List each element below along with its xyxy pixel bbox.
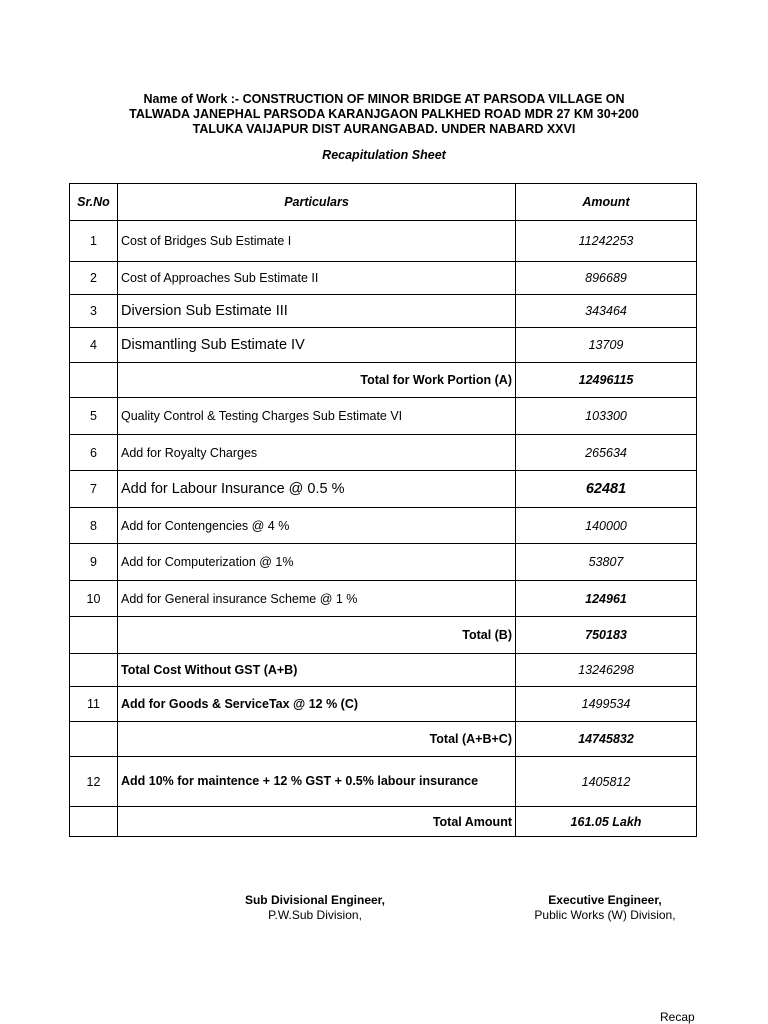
amount-cell: 13709 bbox=[516, 328, 697, 363]
particulars-cell: Cost of Approaches Sub Estimate II bbox=[118, 262, 516, 295]
subtotal-row-b bbox=[70, 617, 697, 654]
signature-office: Public Works (W) Division, bbox=[534, 908, 676, 922]
particulars-cell: Diversion Sub Estimate III bbox=[118, 295, 516, 328]
particulars-cell: Add for Labour Insurance @ 0.5 % bbox=[118, 471, 516, 508]
particulars-cell: Add for General insurance Scheme @ 1 % bbox=[118, 581, 516, 617]
table-row bbox=[70, 221, 697, 262]
signature-block-sub-divisional-engineer bbox=[200, 893, 430, 923]
sr-cell bbox=[70, 363, 118, 398]
table-row bbox=[70, 398, 697, 435]
particulars-cell: Total (A+B+C) bbox=[118, 722, 516, 757]
particulars-cell: Add for Contengencies @ 4 % bbox=[118, 508, 516, 544]
sr-cell bbox=[70, 807, 118, 837]
particulars-cell: Total (B) bbox=[118, 617, 516, 654]
table-row bbox=[70, 581, 697, 617]
work-title-line-2: TALWADA JANEPHAL PARSODA KARANJGAON PALKHED ROAD MDR 27 KM 30+200 bbox=[129, 107, 639, 121]
table-row bbox=[70, 295, 697, 328]
signature-office: P.W.Sub Division, bbox=[268, 908, 362, 922]
particulars-cell: Add for Computerization @ 1% bbox=[118, 544, 516, 581]
particulars-cell: Add for Royalty Charges bbox=[118, 435, 516, 471]
sheet-tag: Recap bbox=[660, 1010, 695, 1024]
work-title-line-3: TALUKA VAIJAPUR DIST AURANGABAD. UNDER NABARD XXVI bbox=[192, 122, 576, 136]
grand-total-row bbox=[70, 807, 697, 837]
particulars-cell: Add for Goods & ServiceTax @ 12 % (C) bbox=[118, 687, 516, 722]
signature-block-executive-engineer bbox=[500, 893, 710, 923]
amount-cell: 124961 bbox=[516, 581, 697, 617]
work-title bbox=[40, 92, 728, 137]
particulars-cell: Dismantling Sub Estimate IV bbox=[118, 328, 516, 363]
particulars-cell: Quality Control & Testing Charges Sub Estimate VI bbox=[118, 398, 516, 435]
table-header-row bbox=[70, 184, 697, 221]
amount-cell: 11242253 bbox=[516, 221, 697, 262]
amount-cell: 14745832 bbox=[516, 722, 697, 757]
particulars-cell: Total for Work Portion (A) bbox=[118, 363, 516, 398]
col-header-srno: Sr.No bbox=[70, 184, 118, 221]
sr-cell: 11 bbox=[70, 687, 118, 722]
table-row bbox=[70, 757, 697, 807]
amount-cell: 161.05 Lakh bbox=[516, 807, 697, 837]
col-header-particulars: Particulars bbox=[118, 184, 516, 221]
sr-cell: 12 bbox=[70, 757, 118, 807]
signature-title: Executive Engineer, bbox=[548, 893, 662, 907]
table-row bbox=[70, 508, 697, 544]
table-row bbox=[70, 435, 697, 471]
sr-cell: 10 bbox=[70, 581, 118, 617]
amount-cell: 750183 bbox=[516, 617, 697, 654]
amount-cell: 53807 bbox=[516, 544, 697, 581]
table-row bbox=[70, 328, 697, 363]
signature-title: Sub Divisional Engineer, bbox=[244, 893, 386, 907]
sr-cell: 7 bbox=[70, 471, 118, 508]
sr-cell: 5 bbox=[70, 398, 118, 435]
sr-cell bbox=[70, 722, 118, 757]
work-title-line-1: Name of Work :- CONSTRUCTION OF MINOR BRIDGE AT PARSODA VILLAGE ON bbox=[143, 92, 625, 106]
amount-cell: 13246298 bbox=[516, 654, 697, 687]
recapitulation-table bbox=[69, 183, 697, 837]
sr-cell bbox=[70, 654, 118, 687]
amount-cell: 896689 bbox=[516, 262, 697, 295]
amount-cell: 265634 bbox=[516, 435, 697, 471]
sr-cell: 9 bbox=[70, 544, 118, 581]
table-row bbox=[70, 262, 697, 295]
sr-cell: 4 bbox=[70, 328, 118, 363]
particulars-cell: Total Cost Without GST (A+B) bbox=[118, 654, 516, 687]
table-row bbox=[70, 471, 697, 508]
sr-cell: 3 bbox=[70, 295, 118, 328]
sr-cell: 8 bbox=[70, 508, 118, 544]
sheet-subtitle: Recapitulation Sheet bbox=[322, 148, 446, 162]
sr-cell: 1 bbox=[70, 221, 118, 262]
amount-cell: 1405812 bbox=[516, 757, 697, 807]
sr-cell: 6 bbox=[70, 435, 118, 471]
total-without-gst-row bbox=[70, 654, 697, 687]
particulars-cell: Cost of Bridges Sub Estimate I bbox=[118, 221, 516, 262]
sr-cell: 2 bbox=[70, 262, 118, 295]
sr-cell bbox=[70, 617, 118, 654]
table-row bbox=[70, 687, 697, 722]
amount-cell: 343464 bbox=[516, 295, 697, 328]
subtotal-row-abc bbox=[70, 722, 697, 757]
amount-cell: 1499534 bbox=[516, 687, 697, 722]
particulars-cell: Total Amount bbox=[118, 807, 516, 837]
col-header-amount: Amount bbox=[516, 184, 697, 221]
subtotal-row-a bbox=[70, 363, 697, 398]
particulars-cell: Add 10% for maintence + 12 % GST + 0.5% labour insurance bbox=[118, 757, 516, 807]
amount-cell: 62481 bbox=[516, 471, 697, 508]
amount-cell: 103300 bbox=[516, 398, 697, 435]
table-row bbox=[70, 544, 697, 581]
amount-cell: 140000 bbox=[516, 508, 697, 544]
amount-cell: 12496115 bbox=[516, 363, 697, 398]
